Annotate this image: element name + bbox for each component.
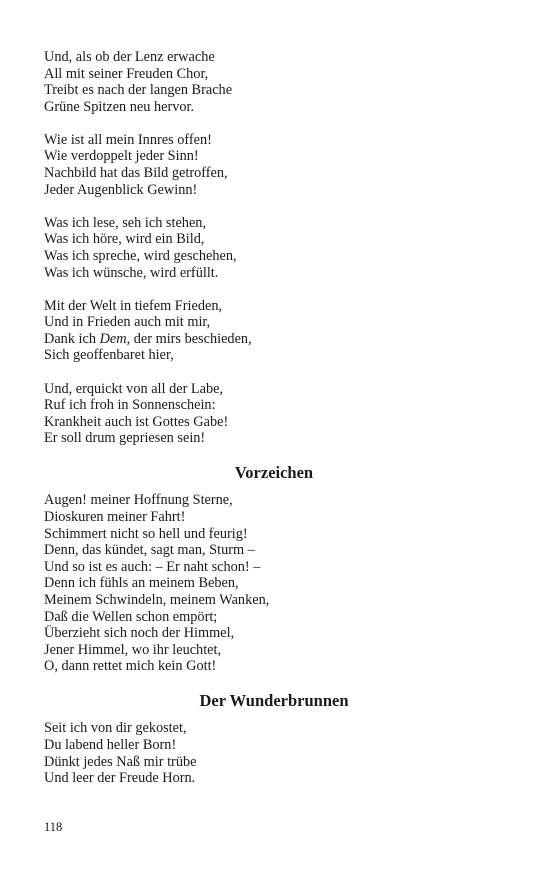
- line-text: der mirs beschieden,: [130, 330, 252, 347]
- poem-line: Schimmert nicht so hell und feurig!: [44, 525, 248, 542]
- poem-title: Vorzeichen: [234, 463, 314, 483]
- poem-line: O, dann rettet mich kein Gott!: [44, 658, 217, 675]
- poem-line: Und in Frieden auch mit mir,: [44, 314, 211, 331]
- poem-line: Was ich lese, seh ich stehen,: [44, 214, 207, 231]
- page-body: [44, 49, 504, 803]
- poem-line: Mit der Welt in tiefem Frieden,: [44, 297, 223, 314]
- line-text: Dank ich: [44, 330, 100, 347]
- poem-line: Und, erquickt von all der Labe,: [44, 380, 224, 397]
- poem-title: Der Wunderbrunnen: [199, 691, 349, 711]
- poem-line: Was ich höre, wird ein Bild,: [44, 231, 205, 248]
- poem-line: Und so ist es auch: – Er naht schon! –: [44, 558, 261, 575]
- poem-line: Er soll drum gepriesen sein!: [44, 430, 206, 447]
- poem-line: Wie ist all mein Innres offen!: [44, 131, 212, 148]
- poem-line: Jeder Augenblick Gewinn!: [44, 181, 198, 198]
- poem-line: Jener Himmel, wo ihr leuchtet,: [44, 641, 222, 658]
- poem-line: Seit ich von dir gekostet,: [44, 720, 187, 737]
- stanza: [44, 132, 504, 198]
- poem-line: Meinem Schwindeln, meinem Wanken,: [44, 591, 270, 608]
- poem-line: Sich geoffenbaret hier,: [44, 347, 174, 364]
- poem-line: All mit seiner Freuden Chor,: [44, 65, 209, 82]
- poem-line: Augen! meiner Hoffnung Sterne,: [44, 492, 233, 509]
- poem-line: Und, als ob der Lenz erwache: [44, 49, 215, 65]
- stanza: [44, 492, 504, 675]
- poem-line-with-emphasis: [44, 331, 504, 348]
- stanza: [44, 215, 504, 281]
- poem-line: Grüne Spitzen neu hervor.: [44, 98, 195, 115]
- stanza: [44, 298, 504, 364]
- poem-line: Und leer der Freude Horn.: [44, 770, 196, 787]
- poem-line: Überzieht sich noch der Himmel,: [44, 625, 235, 642]
- stanza: [44, 720, 504, 786]
- poem-line: Denn, das kündet, sagt man, Sturm –: [44, 542, 255, 559]
- poem-line: Was ich wünsche, wird erfüllt.: [44, 264, 219, 281]
- poem-line: Krankheit auch ist Gottes Gabe!: [44, 413, 229, 430]
- poem-line: Dünkt jedes Naß mir trübe: [44, 753, 197, 770]
- stanza: [44, 49, 504, 115]
- page-number: 118: [44, 820, 63, 834]
- stanza: [44, 381, 504, 447]
- poem-line: Du labend heller Born!: [44, 737, 177, 753]
- poem-line: Dioskuren meiner Fahrt!: [44, 508, 186, 525]
- emphasized-word: Dem,: [99, 330, 131, 347]
- poem-line: Nachbild hat das Bild getroffen,: [44, 165, 228, 182]
- poem-line: Wie verdoppelt jeder Sinn!: [44, 148, 199, 165]
- poem-line: Denn ich fühls an meinem Beben,: [44, 575, 239, 592]
- poem-line: Was ich spreche, wird geschehen,: [44, 247, 237, 264]
- poem-line: Daß die Wellen schon empört;: [44, 608, 218, 625]
- poem-line: Ruf ich froh in Sonnenschein:: [44, 397, 216, 414]
- poem-line: Treibt es nach der langen Brache: [44, 82, 233, 99]
